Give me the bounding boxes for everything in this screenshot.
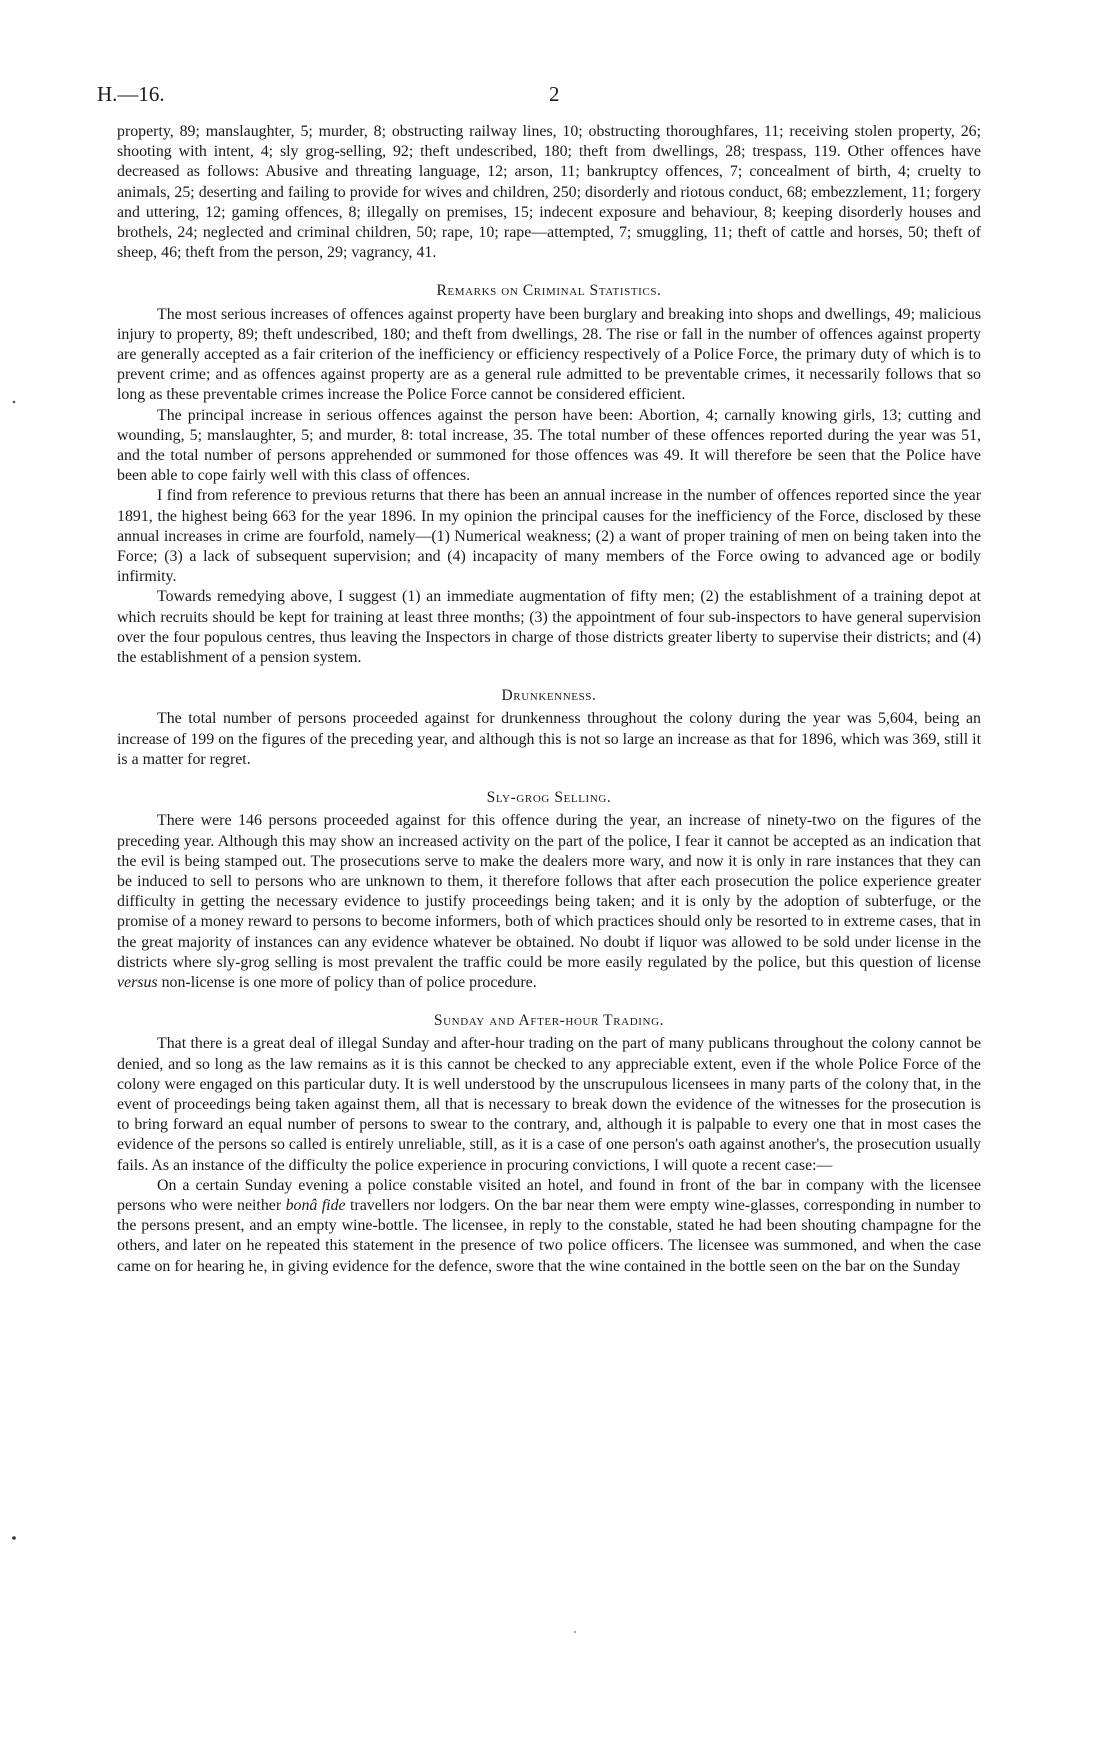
sly-grog-text-a: There were 146 persons proceeded against for this offence during the year, an increase of ninety-two on the figures of the preceding year. Although this may show an increased activity on the part of the police, I fear it cannot be accepted as an indication that the evil is being stamped out. The prosecutions serve to make the dealers more wary, and now it is only in rare instances that they can be induced to sell to persons who are unknown to them, it therefore follows that after each prosecution the police experience greater difficulty in getting the necessary evidence to justify proceedings being taken; and it is only by the adoption of subterfuge, or the promise of a money reward to persons to become informers, both of which practices should only be resorted to in extreme cases, that in the great majority of instances can any evidence whatever be obtained. No doubt if liquor was allowed to be sold under license in the districts where sly-grog selling is most prevalent the traffic could be more easily regulated by the police, but this question of license	[117, 812, 981, 971]
page-number: 2	[549, 82, 560, 106]
document-reference: H.—16.	[97, 82, 165, 106]
remarks-paragraph-4: Towards remedying above, I suggest (1) an immediate augmentation of fifty men; (2) the establishment of a training depot at which recruits should be kept for training at least three months; (3) the appointment of four sub-inspectors to have general supervision over the four populous centres, thus leaving the Inspectors in charge of those districts greater liberty to supervise their districts; and (4) the establishment of a pension system.	[117, 588, 981, 667]
sunday-italic: bonâ fide	[285, 1196, 346, 1214]
remarks-heading: Remarks on Criminal Statistics.	[436, 282, 662, 300]
sly-grog-paragraph	[117, 811, 981, 993]
scan-speck	[574, 1631, 576, 1633]
intro-paragraph: property, 89; manslaughter, 5; murder, 8; obstructing railway lines, 10; obstructing thoroughfares, 11; receiving stolen property, 26; shooting with intent, 4; sly grog-selling, 92; theft undescribed, 180; theft from dwellings, 28; trespass, 119. Other offences have decreased as follows: Abusive and threating language, 12; arson, 11; bankruptcy offences, 7; concealment of birth, 4; cruelty to animals, 25; deserting and failing to provide for wives and children, 250; disorderly and riotous conduct, 68; embezzlement, 11; forgery and uttering, 12; gaming offences, 8; illegally on premises, 15; indecent exposure and behaviour, 8; keeping disorderly houses and brothels, 24; neglected and criminal children, 50; rape, 10; rape—attempted, 7; smuggling, 11; theft of cattle and horses, 50; theft of sheep, 46; theft from the person, 29; vagrancy, 41.	[117, 123, 981, 262]
remarks-paragraph-3: I find from reference to previous returns that there has been an annual increase in the number of offences reported since the year 1891, the highest being 663 for the year 1896. In my opinion the principal causes for the inefficiency of the Force, disclosed by these annual increases in crime are fourfold, namely—(1) Numerical weakness; (2) a want of proper training of men on being taken into the Force; (3) a lack of subsequent supervision; and (4) incapacity of many members of the Force owing to advanced age or bodily infirmity.	[117, 487, 981, 586]
sunday-trading-paragraph-2	[117, 1176, 981, 1277]
sly-grog-italic: versus	[117, 973, 158, 991]
sunday-text-a: On a certain Sunday evening a police constable visited an hotel, and found in front of the bar in company with the licensee persons who were neither	[117, 1176, 981, 1214]
scan-speck	[12, 1536, 16, 1540]
sly-grog-text-b: non-license is one more of policy than of police procedure.	[161, 973, 537, 991]
remarks-paragraph-2: The principal increase in serious offences against the person have been: Abortion, 4; carnally knowing girls, 13; cutting and wounding, 5; manslaughter, 5; and murder, 8: total increase, 35. The total number of these offences reported during the year was 51, and the total number of persons apprehended or summoned for those offences was 49. It will therefore be seen that the Police have been able to cope fairly well with this class of offences.	[117, 406, 981, 485]
remarks-paragraph-1: The most serious increases of offences against property have been burglary and breaking into shops and dwellings, 49; malicious injury to property, 89; theft undescribed, 180; and theft from dwellings, 28. The rise or fall in the number of offences against property are generally accepted as a fair criterion of the inefficiency or efficiency respectively of a Police Force, the primary duty of which is to prevent crime; and as offences against property are as a general rule admitted to be preventable crimes, it necessarily follows that so long as these preventable crimes increase the Police Force cannot be considered efficient.	[117, 305, 981, 404]
document-body	[117, 122, 981, 1277]
document-page	[97, 82, 981, 1277]
sunday-text-b: travellers nor lodgers. On the bar near them were empty wine-glasses, corresponding in number to the persons present, and an empty wine-bottle. The licensee, in reply to the constable, stated he had been shouting champagne for the others, and later on he repeated this statement in the presence of two police officers. The licensee was summoned, and when the case came on for hearing he, in giving evidence for the defence, swore that the wine contained in the bottle seen on the bar on the Sunday	[117, 1196, 981, 1275]
sunday-trading-paragraph-1: That there is a great deal of illegal Sunday and after-hour trading on the part of many publicans throughout the colony cannot be denied, and so long as the law remains as it is this cannot be checked to any appreciable extent, even if the whole Police Force of the colony were engaged on this particular duty. It is well understood by the unscrupulous licensees in many parts of the colony that, in the event of proceedings being taken against them, all that is necessary to break down the evidence of the witnesses for the prosecution is to bring forward an equal number of persons to swear to the contrary, and, although it is palpable to every one that in most cases the evidence of the persons so called is entirely unreliable, still, as it is a case of one person's oath against another's, the prosecution usually fails. As an instance of the difficulty the police experience in procuring convictions, I will quote a recent case:—	[117, 1035, 981, 1174]
sly-grog-heading: Sly-grog Selling.	[486, 789, 612, 807]
page-header	[97, 82, 981, 122]
drunkenness-heading: Drunkenness.	[501, 687, 597, 705]
sunday-trading-heading: Sunday and After-hour Trading.	[433, 1012, 665, 1030]
drunkenness-paragraph: The total number of persons proceeded against for drunkenness throughout the colony during the year was 5,604, being an increase of 199 on the figures of the preceding year, and although this is not so large an increase as that for 1896, which was 369, still it is a matter for regret.	[117, 710, 981, 768]
scan-speck	[13, 401, 16, 404]
